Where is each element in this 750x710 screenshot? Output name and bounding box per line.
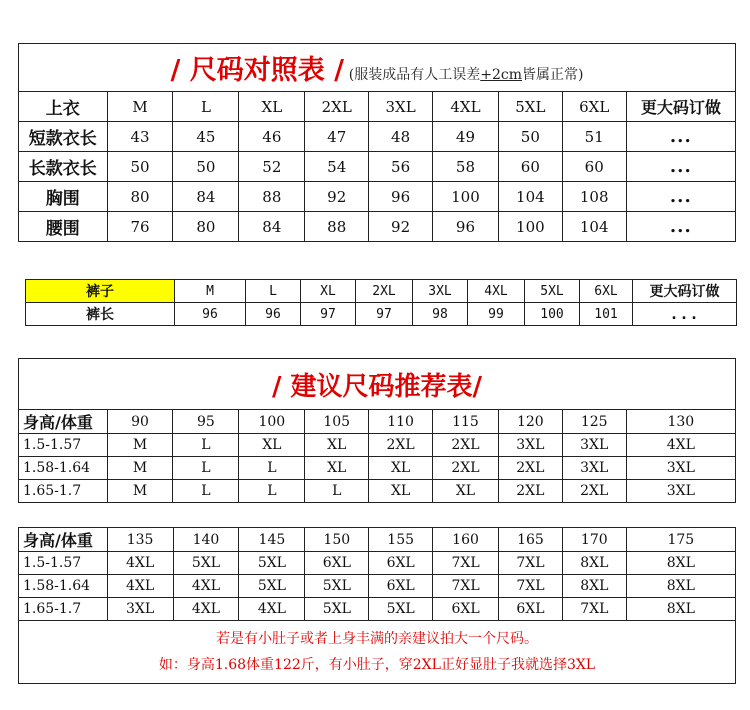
cell: 6XL <box>305 552 369 575</box>
cell: XL <box>239 434 305 457</box>
cell: 104 <box>562 212 626 242</box>
cell: 7XL <box>499 575 563 598</box>
table-row <box>19 480 736 503</box>
recommend-table-2 <box>18 527 736 684</box>
cell: 58 <box>433 152 499 182</box>
recommend-title-cell <box>19 359 736 410</box>
cell: 3XL <box>626 457 735 480</box>
note-pre: (服装成品有人工误差 <box>348 67 481 83</box>
header-cell: 5XL <box>525 280 580 303</box>
cell: 54 <box>305 152 369 182</box>
header-cell: 105 <box>305 410 369 434</box>
header-cell: 更大码订做 <box>633 280 737 303</box>
header-cell: 2XL <box>305 92 369 122</box>
header-cell: 4XL <box>433 92 499 122</box>
cell: 7XL <box>433 552 499 575</box>
cell: 97 <box>356 303 413 326</box>
cell: 5XL <box>239 575 305 598</box>
cell: 4XL <box>239 598 305 621</box>
cell: 56 <box>369 152 433 182</box>
cell: 3XL <box>498 434 562 457</box>
header-cell: 170 <box>562 528 626 552</box>
cell: 92 <box>369 212 433 242</box>
cell: 6XL <box>369 575 433 598</box>
header-cell: 6XL <box>562 92 626 122</box>
cell: 3XL <box>562 434 626 457</box>
header-cell: 135 <box>107 528 173 552</box>
row-label: 1.58-1.64 <box>19 457 108 480</box>
header-cell: 140 <box>173 528 239 552</box>
table-row <box>19 575 736 598</box>
more-cell: ... <box>633 303 737 326</box>
cell: XL <box>369 480 433 503</box>
cell: 7XL <box>433 575 499 598</box>
cell: 88 <box>239 182 305 212</box>
table-row <box>19 457 736 480</box>
cell: 4XL <box>626 434 735 457</box>
cell: XL <box>305 457 369 480</box>
row-label: 1.5-1.57 <box>19 552 108 575</box>
more-cell: ... <box>626 152 735 182</box>
row-label: 长款衣长 <box>19 152 108 182</box>
cell: 48 <box>369 122 433 152</box>
cell: M <box>107 434 173 457</box>
cell: 3XL <box>626 480 735 503</box>
cell: 3XL <box>562 457 626 480</box>
cell: 50 <box>498 122 562 152</box>
cell: 50 <box>107 152 173 182</box>
cell: 97 <box>301 303 356 326</box>
cell: 46 <box>239 122 305 152</box>
cell: 84 <box>173 182 239 212</box>
cell: 2XL <box>498 457 562 480</box>
row-label: 短款衣长 <box>19 122 108 152</box>
recommend-table-1 <box>18 358 736 503</box>
cell: 101 <box>580 303 633 326</box>
recommend-header-row <box>19 410 736 434</box>
cell: 96 <box>369 182 433 212</box>
cell: XL <box>369 457 433 480</box>
cell: 5XL <box>239 552 305 575</box>
row-label: 胸围 <box>19 182 108 212</box>
cell: 96 <box>175 303 246 326</box>
recommend-header-row <box>19 528 736 552</box>
cell: 5XL <box>305 598 369 621</box>
cell: 5XL <box>173 552 239 575</box>
header-cell: L <box>173 92 239 122</box>
cell: 99 <box>468 303 525 326</box>
header-cell: 125 <box>562 410 626 434</box>
header-cell: 120 <box>498 410 562 434</box>
more-cell: ... <box>626 212 735 242</box>
size-chart-header-row <box>19 92 736 122</box>
header-cell: 130 <box>626 410 735 434</box>
cell: 100 <box>498 212 562 242</box>
cell: 4XL <box>173 575 239 598</box>
cell: 100 <box>525 303 580 326</box>
cell: 51 <box>562 122 626 152</box>
header-cell: 6XL <box>580 280 633 303</box>
header-cell: XL <box>301 280 356 303</box>
more-cell: ... <box>626 122 735 152</box>
cell: 104 <box>498 182 562 212</box>
cell: 2XL <box>498 480 562 503</box>
header-cell: M <box>175 280 246 303</box>
cell: XL <box>305 434 369 457</box>
pants-chart-table <box>25 279 737 326</box>
cell: 80 <box>173 212 239 242</box>
cell: 4XL <box>107 552 173 575</box>
size-chart-title-cell <box>19 44 736 92</box>
table-row <box>19 152 736 182</box>
cell: 80 <box>107 182 173 212</box>
row-label: 腰围 <box>19 212 108 242</box>
cell: 96 <box>246 303 301 326</box>
cell: 6XL <box>369 552 433 575</box>
cell: 4XL <box>107 575 173 598</box>
more-cell: ... <box>626 182 735 212</box>
header-cell: XL <box>239 92 305 122</box>
row-label: 1.65-1.7 <box>19 480 108 503</box>
cell: 5XL <box>369 598 433 621</box>
header-cell: 165 <box>499 528 563 552</box>
cell: 50 <box>173 152 239 182</box>
cell: 8XL <box>626 598 735 621</box>
header-cell: 155 <box>369 528 433 552</box>
cell: 4XL <box>173 598 239 621</box>
header-cell: L <box>246 280 301 303</box>
cell: 84 <box>239 212 305 242</box>
cell: 6XL <box>433 598 499 621</box>
table-row <box>19 598 736 621</box>
cell: 49 <box>433 122 499 152</box>
header-cell: 3XL <box>369 92 433 122</box>
cell: 7XL <box>499 552 563 575</box>
cell: M <box>107 457 173 480</box>
header-cell: 90 <box>107 410 173 434</box>
header-cell: 身高/体重 <box>19 410 108 434</box>
cell: 5XL <box>305 575 369 598</box>
table-row <box>19 182 736 212</box>
table-row <box>19 552 736 575</box>
header-cell: M <box>107 92 173 122</box>
table-row <box>19 122 736 152</box>
cell: 96 <box>433 212 499 242</box>
row-label: 裤长 <box>26 303 175 326</box>
header-cell: 5XL <box>498 92 562 122</box>
table-row <box>19 212 736 242</box>
header-cell: 175 <box>626 528 735 552</box>
cell: 60 <box>498 152 562 182</box>
header-cell: 裤子 <box>26 280 175 303</box>
cell: 47 <box>305 122 369 152</box>
size-chart-note <box>349 67 584 83</box>
header-cell: 100 <box>239 410 305 434</box>
cell: 88 <box>305 212 369 242</box>
cell: 98 <box>413 303 468 326</box>
table-row <box>26 303 737 326</box>
header-cell: 上衣 <box>19 92 108 122</box>
cell: 100 <box>433 182 499 212</box>
cell: 60 <box>562 152 626 182</box>
pants-header-row <box>26 280 737 303</box>
size-chart-table <box>18 43 736 242</box>
cell: 8XL <box>626 552 735 575</box>
header-cell: 2XL <box>356 280 413 303</box>
cell: 76 <box>107 212 173 242</box>
header-cell: 160 <box>433 528 499 552</box>
size-chart-title: / 尺码对照表 / <box>170 55 345 86</box>
header-cell: 4XL <box>468 280 525 303</box>
cell: L <box>239 480 305 503</box>
note-row <box>19 621 736 684</box>
header-cell: 110 <box>369 410 433 434</box>
cell: 52 <box>239 152 305 182</box>
cell: XL <box>433 480 499 503</box>
cell: L <box>173 480 239 503</box>
table-row <box>19 434 736 457</box>
cell: 2XL <box>433 434 499 457</box>
header-cell: 150 <box>305 528 369 552</box>
cell: 2XL <box>433 457 499 480</box>
recommend-note <box>19 621 736 684</box>
cell: L <box>173 457 239 480</box>
cell: 3XL <box>107 598 173 621</box>
note-underline: +2cm <box>480 67 523 83</box>
cell: 8XL <box>562 552 626 575</box>
cell: L <box>239 457 305 480</box>
note-post: 皆属正常) <box>522 67 584 83</box>
header-cell: 115 <box>433 410 499 434</box>
note-line-1: 若是有小肚子或者上身丰满的亲建议拍大一个尺码。 <box>216 631 538 647</box>
cell: 8XL <box>626 575 735 598</box>
cell: M <box>107 480 173 503</box>
cell: 8XL <box>562 575 626 598</box>
cell: 43 <box>107 122 173 152</box>
cell: 108 <box>562 182 626 212</box>
cell: 92 <box>305 182 369 212</box>
row-label: 1.5-1.57 <box>19 434 108 457</box>
cell: 45 <box>173 122 239 152</box>
note-line-2: 如：身高1.68体重122斤，有小肚子，穿2XL正好显肚子我就选择3XL <box>158 657 596 673</box>
header-cell: 145 <box>239 528 305 552</box>
cell: 6XL <box>499 598 563 621</box>
header-cell: 95 <box>173 410 239 434</box>
cell: 2XL <box>369 434 433 457</box>
cell: L <box>305 480 369 503</box>
cell: 7XL <box>562 598 626 621</box>
cell: 2XL <box>562 480 626 503</box>
recommend-title: / 建议尺码推荐表/ <box>271 371 483 402</box>
row-label: 1.65-1.7 <box>19 598 108 621</box>
cell: L <box>173 434 239 457</box>
header-cell: 3XL <box>413 280 468 303</box>
header-cell: 身高/体重 <box>19 528 108 552</box>
row-label: 1.58-1.64 <box>19 575 108 598</box>
header-cell: 更大码订做 <box>626 92 735 122</box>
